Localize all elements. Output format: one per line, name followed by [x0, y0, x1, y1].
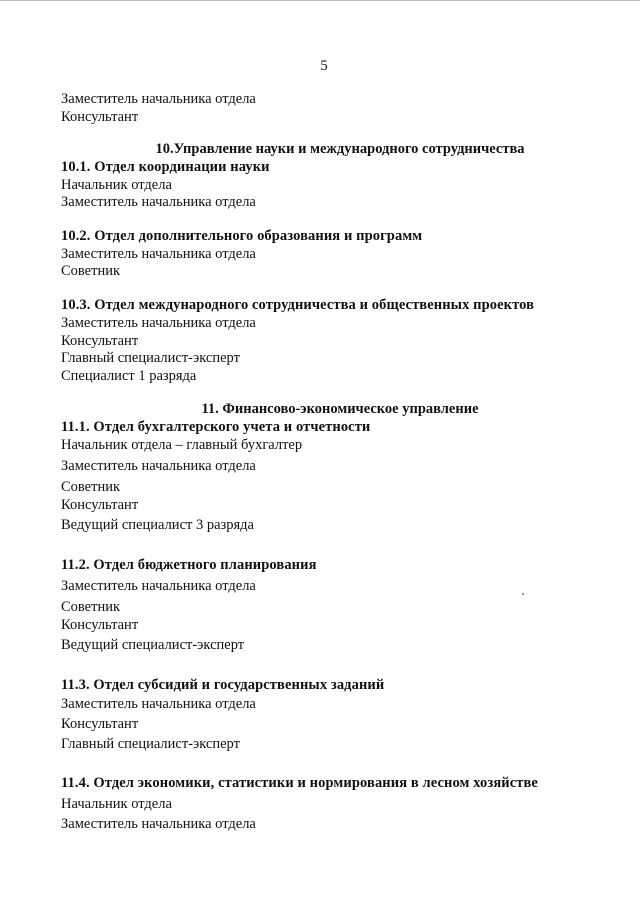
position-line: Главный специалист-эксперт [61, 736, 240, 752]
position-line: Консультант [61, 333, 139, 349]
section-heading: 11. Финансово-экономическое управление [201, 401, 479, 417]
position-line: Заместитель начальника отдела [61, 816, 256, 832]
position-line: Советник [61, 599, 121, 615]
position-line: Ведущий специалист-эксперт [61, 637, 245, 653]
position-line: Заместитель начальника отдела [61, 194, 256, 210]
position-line: Начальник отдела [61, 177, 172, 193]
position-line: Специалист 1 разряда [61, 368, 197, 384]
position-line: Начальник отдела – главный бухгалтер [61, 437, 303, 453]
position-line: Начальник отдела [61, 796, 172, 812]
position-line: Заместитель начальника отдела [61, 696, 256, 712]
position-line: Заместитель начальника отдела [61, 458, 256, 474]
scan-edge [0, 0, 640, 1]
position-line: Главный специалист-эксперт [61, 350, 240, 366]
position-line: Заместитель начальника отдела [61, 315, 256, 331]
subsection-heading: 11.4. Отдел экономики, статистики и нормирования в лесном хозяйстве [61, 775, 538, 791]
position-line: Заместитель начальника отдела [61, 91, 256, 107]
subsection-heading: 11.2. Отдел бюджетного планирования [61, 557, 317, 573]
position-line: Консультант [61, 109, 139, 125]
position-line: Советник [61, 263, 121, 279]
subsection-heading: 10.3. Отдел международного сотрудничества и общественных проектов [61, 297, 535, 313]
position-line: Консультант [61, 716, 139, 732]
position-line: Советник [61, 479, 121, 495]
position-line: Заместитель начальника отдела [61, 246, 256, 262]
position-line: Ведущий специалист 3 разряда [61, 517, 254, 533]
subsection-heading: 11.3. Отдел субсидий и государственных заданий [61, 677, 385, 693]
position-line: Консультант [61, 497, 139, 513]
position-line: Консультант [61, 617, 139, 633]
page-number: 5 [320, 58, 328, 74]
subsection-heading: 10.2. Отдел дополнительного образования и программ [61, 228, 423, 244]
position-line: Заместитель начальника отдела [61, 578, 256, 594]
section-heading: 10.Управление науки и международного сотрудничества [155, 141, 525, 157]
scan-speck [522, 593, 524, 595]
subsection-heading: 10.1. Отдел координации науки [61, 159, 270, 175]
subsection-heading: 11.1. Отдел бухгалтерского учета и отчетности [61, 419, 371, 435]
